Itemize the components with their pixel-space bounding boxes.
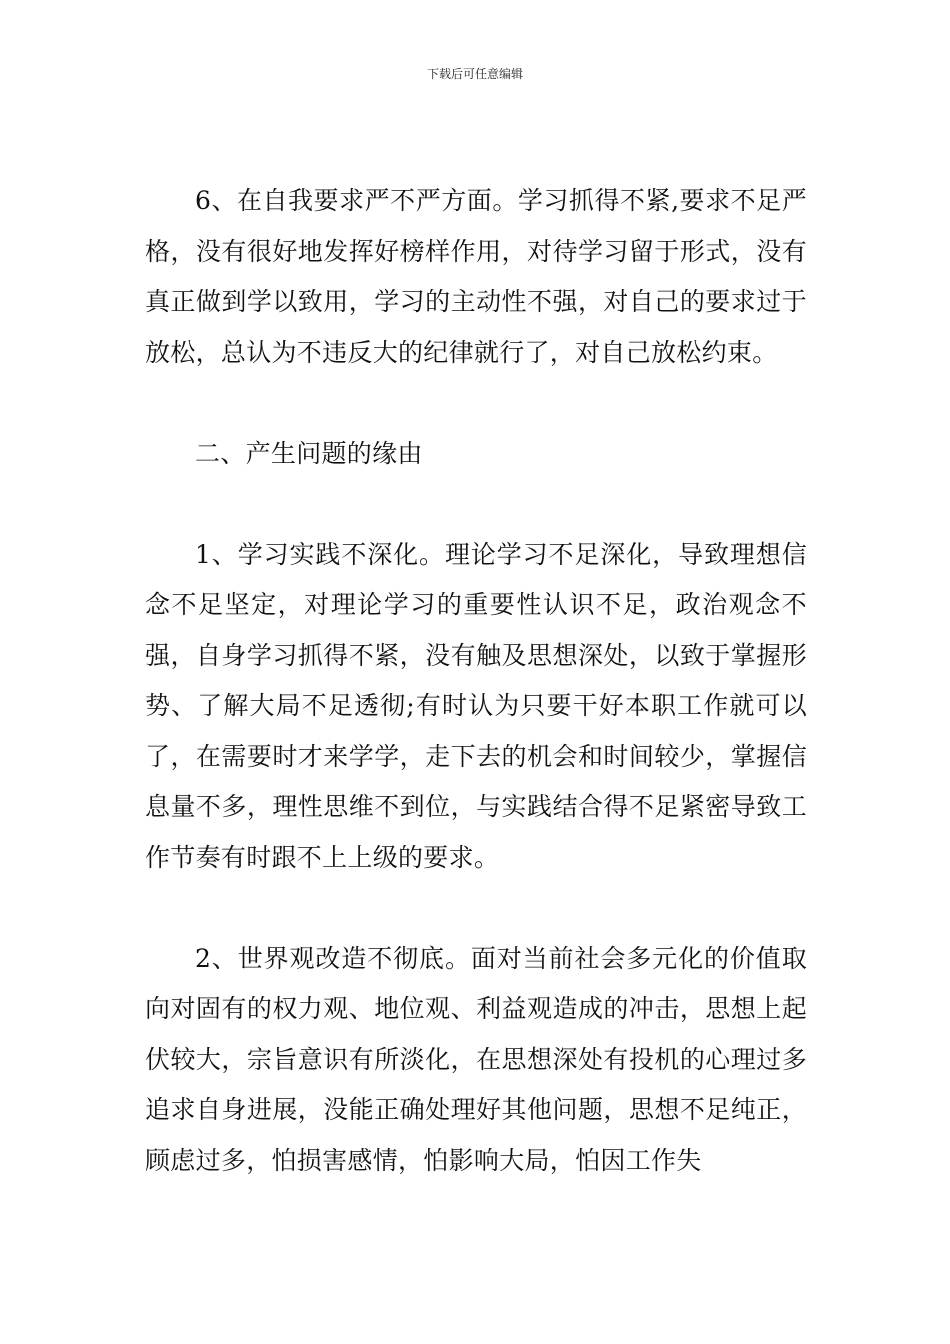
paragraph-study-practice: 1、学习实践不深化。理论学习不足深化，导致理想信念不足坚定，对理论学习的重要性认识不足，政治观念不强，自身学习抓得不紧，没有触及思想深处，以致于掌握形势、了解大局不足透彻;有时认为只要干好本职工作就可以了，在需要时才来学学，走下去的机会和时间较少，掌握信息量不多，理性思维不到位，与实践结合得不足紧密导致工作节奏有时跟不上上级的要求。 (145, 539, 807, 872)
paragraph-worldview: 2、世界观改造不彻底。面对当前社会多元化的价值取向对固有的权力观、地位观、利益观造成的冲击，思想上起伏较大，宗旨意识有所淡化，在思想深处有投机的心理过多追求自身进展，没能正确处理好其他问题，思想不足纯正，顾虑过多，怕损害感情，怕影响大局，怕因工作失 (145, 943, 807, 1175)
paragraph-item-6: 6、在自我要求严不严方面。学习抓得不紧,要求不足严格，没有很好地发挥好榜样作用，对待学习留于形式，没有真正做到学以致用，学习的主动性不强，对自己的要求过于放松，总认为不违反大的纪律就行了，对自己放松约束。 (145, 186, 807, 367)
document-body (145, 176, 807, 1186)
page-header: 下载后可任意编辑 (426, 67, 523, 81)
section-heading-causes: 二、产生问题的缘由 (195, 438, 423, 468)
